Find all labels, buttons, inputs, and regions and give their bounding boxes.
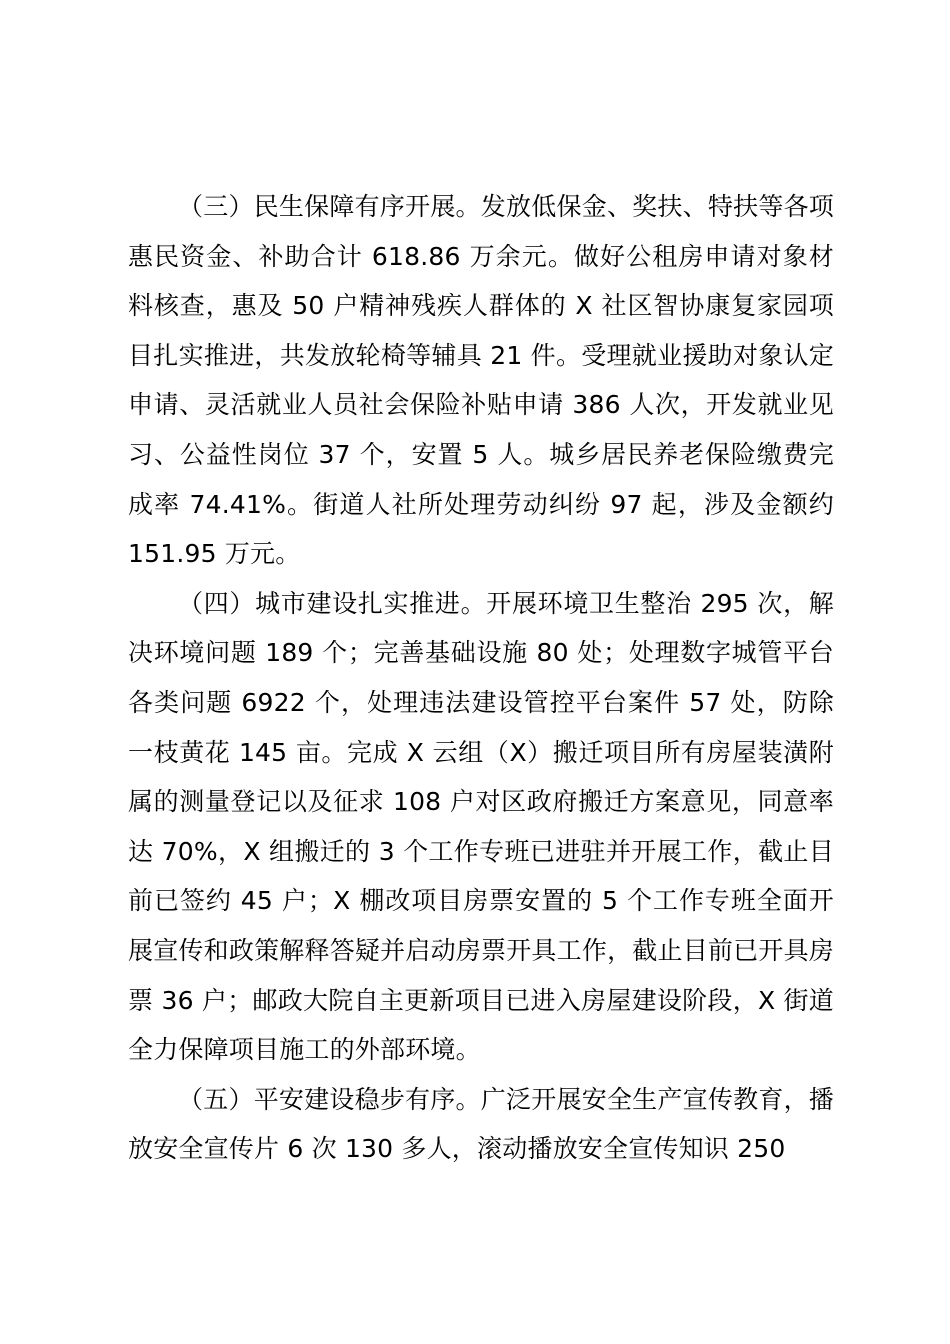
- document-body: [128, 182, 834, 1174]
- paragraph-section-4: （四）城市建设扎实推进。开展环境卫生整治 295 次，解决环境问题 189 个；完善基础设施 80 处；处理数字城管平台各类问题 6922 个，处理违法建设管控平台案件 57 处，防除一枝黄花 145 亩。完成 X 云组（X）搬迁项目所有房屋装潢附属的测量登记以及征求 108 户对区政府搬迁方案意见，同意率达 70%，X 组搬迁的 3 个工作专班已进驻并开展工作，截止目前已签约 45 户；X 棚改项目房票安置的 5 个工作专班全面开展宣传和政策解释答疑并启动房票开具工作，截止目前已开具房票 36 户；邮政大院自主更新项目已进入房屋建设阶段，X 街道全力保障项目施工的外部环境。: [128, 588, 834, 1065]
- paragraph-section-5: （五）平安建设稳步有序。广泛开展安全生产宣传教育，播放安全宣传片 6 次 130 多人，滚动播放安全宣传知识 250: [128, 1084, 834, 1164]
- paragraph-section-3: （三）民生保障有序开展。发放低保金、奖扶、特扶等各项惠民资金、补助合计 618.86 万余元。做好公租房申请对象材料核查，惠及 50 户精神残疾人群体的 X 社区智协康复家园项目扎实推进，共发放轮椅等辅具 21 件。受理就业援助对象认定申请、灵活就业人员社会保险补贴申请 386 人次，开发就业见习、公益性岗位 37 个，安置 5 人。城乡居民养老保险缴费完成率 74.41%。街道人社所处理劳动纠纷 97 起，涉及金额约 151.95 万元。: [128, 192, 834, 569]
